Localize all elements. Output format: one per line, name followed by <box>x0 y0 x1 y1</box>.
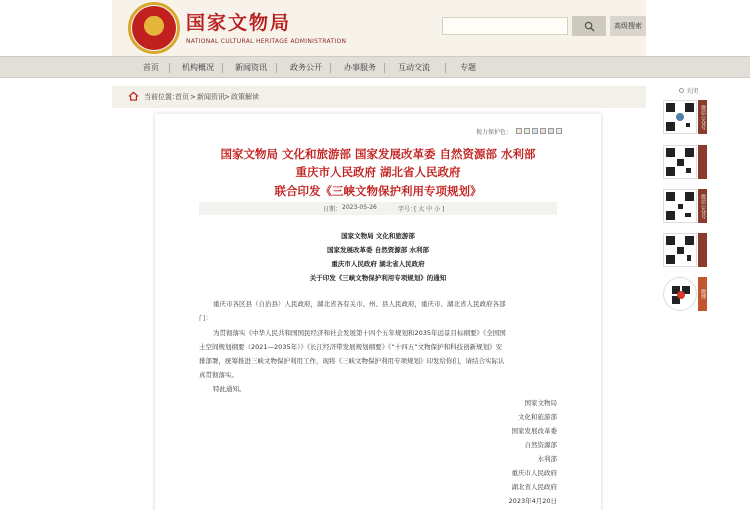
nav-separator <box>169 63 170 73</box>
qr-code-wechat-2[interactable] <box>663 189 697 223</box>
site-subtitle: NATIONAL CULTURAL HERITAGE ADMINISTRATION <box>186 38 347 45</box>
font-size-options[interactable]: [ 大 中 小 ] <box>414 206 445 213</box>
addressee-line: 国家文物局 文化和旅游部 <box>341 232 415 240</box>
signatory: 重庆市人民政府 <box>511 469 557 477</box>
body-line: 门： <box>199 314 212 322</box>
eye-protection-swatch[interactable] <box>516 128 522 134</box>
nav-separator <box>384 63 385 73</box>
body-line: 真贯彻落实。 <box>199 371 238 379</box>
eye-protection-swatch[interactable] <box>540 128 546 134</box>
qr-code-wechat[interactable] <box>663 100 697 134</box>
addressee-line: 国家发展改革委 自然资源部 水利部 <box>326 246 430 254</box>
article-headline-line: 国家文物局 文化和旅游部 国家发展改革委 自然资源部 水利部 <box>220 147 536 161</box>
home-icon[interactable] <box>128 91 139 101</box>
qr-code-weibo[interactable] <box>663 277 697 311</box>
publish-date: 2023-05-26 <box>342 204 377 211</box>
body-line: 排部署，统筹推进三峡文物保护利用工作，现将《三峡文物保护利用专项规划》印发给你们，请结合实际认 <box>199 357 505 365</box>
signatory: 文化和旅游部 <box>518 413 557 421</box>
signing-date: 2023年4月20日 <box>508 497 557 505</box>
nav-topics[interactable]: 专题 <box>460 63 476 72</box>
nav-home[interactable]: 首页 <box>143 63 159 72</box>
nav-separator <box>445 63 446 73</box>
breadcrumb-item-news[interactable]: 新闻资讯 <box>197 93 225 101</box>
date-label: 日期： <box>323 206 342 213</box>
nav-separator <box>330 63 331 73</box>
qr-tag-4 <box>698 233 707 267</box>
addressee-line: 重庆市人民政府 湖北省人民政府 <box>331 260 425 268</box>
font-size-label: 字号： <box>398 206 417 213</box>
eye-protection-label: 视力保护色： <box>476 129 513 136</box>
qr-tag-2 <box>698 145 707 179</box>
breadcrumb-item-home[interactable]: 首页 <box>175 93 189 101</box>
signatory: 国家发展改革委 <box>511 427 557 435</box>
close-icon[interactable] <box>679 88 684 93</box>
article-meta-bar <box>199 202 557 215</box>
qr-tag-weibo: 微博 <box>698 277 707 311</box>
body-line: 特此通知。 <box>213 385 246 393</box>
nav-about[interactable]: 机构概况 <box>182 63 214 72</box>
breadcrumb-separator: > <box>224 93 230 101</box>
qr-code-2[interactable] <box>663 145 697 179</box>
signatory: 水利部 <box>537 455 557 463</box>
article-headline-line: 重庆市人民政府 湖北省人民政府 <box>295 165 461 179</box>
search-icon <box>584 21 595 32</box>
eye-protection-swatch[interactable] <box>556 128 562 134</box>
advanced-search-button[interactable]: 高级搜索 <box>610 16 646 36</box>
body-line: 为贯彻落实《中华人民共和国国民经济和社会发展第十四个五年规划和2035年远景目标纲要》《全国国 <box>213 329 506 337</box>
search-button[interactable] <box>572 16 606 36</box>
body-line: 重庆市各区县（自治县）人民政府，湖北省各有关市、州、县人民政府，重庆市、湖北省人民政府各部 <box>213 300 506 308</box>
notice-title: 关于印发《三峡文物保护利用专项规划》的通知 <box>309 274 447 282</box>
search-input[interactable] <box>442 17 568 35</box>
nav-separator <box>222 63 223 73</box>
nav-separator <box>276 63 277 73</box>
signatory: 湖北省人民政府 <box>511 483 557 491</box>
article-headline-line: 联合印发《三峡文物保护利用专项规划》 <box>274 184 482 198</box>
signatory: 国家文物局 <box>524 399 557 407</box>
eye-protection-swatch[interactable] <box>548 128 554 134</box>
nav-interaction[interactable]: 互动交流 <box>398 63 430 72</box>
national-emblem-icon[interactable] <box>132 6 176 50</box>
nav-gov-info[interactable]: 政务公开 <box>290 63 322 72</box>
breadcrumb-separator: > <box>190 93 196 101</box>
sidebar-close-link[interactable]: 关闭 <box>686 88 699 95</box>
site-title[interactable]: 国家文物局 <box>186 12 292 34</box>
main-nav <box>0 56 750 78</box>
breadcrumb-item-policy[interactable]: 政策解读 <box>231 93 259 101</box>
nav-services[interactable]: 办事服务 <box>344 63 376 72</box>
signatory: 自然资源部 <box>524 441 557 449</box>
body-line: 土空间规划纲要（2021—2035年）》《长江经济带发展规划纲要》《“十四五”文物保护和科技创新规划》安 <box>199 343 503 351</box>
qr-tag-wechat: 微信公众号 <box>698 100 707 134</box>
eye-protection-swatch[interactable] <box>532 128 538 134</box>
breadcrumb-prefix: 当前位置： <box>144 93 179 101</box>
nav-news[interactable]: 新闻资讯 <box>235 63 267 72</box>
qr-code-4[interactable] <box>663 233 697 267</box>
qr-tag-wechat-2: 微信公众号 <box>698 189 707 223</box>
eye-protection-swatch[interactable] <box>524 128 530 134</box>
